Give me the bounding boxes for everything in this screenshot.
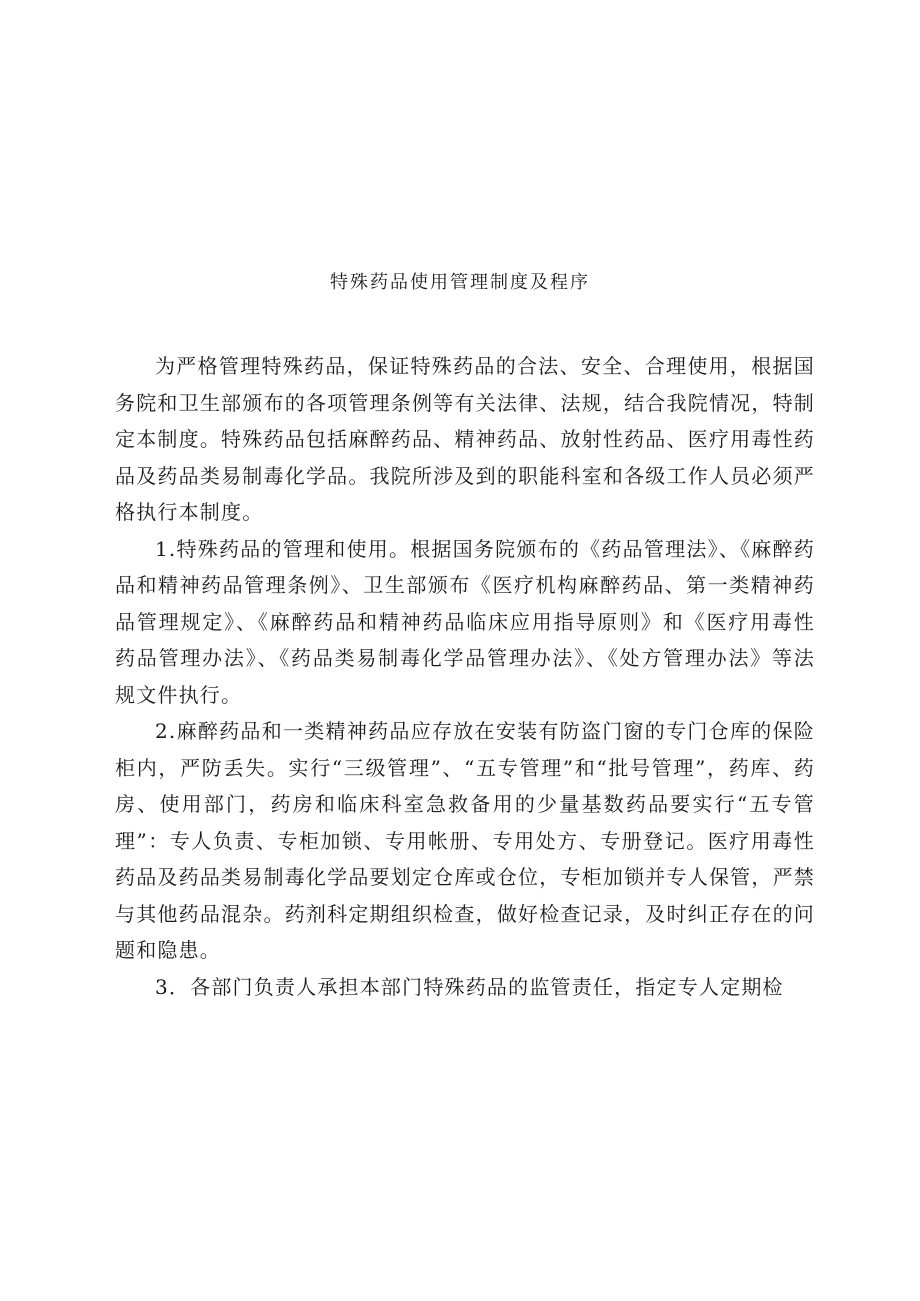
paragraph-item-3: 3．各部门负责人承担本部门特殊药品的监管责任，指定专人定期检 bbox=[155, 974, 784, 999]
document-title: 特殊药品使用管理制度及程序 bbox=[330, 272, 590, 293]
paragraph-item-2: 2.麻醉药品和一类精神药品应存放在安装有防盗门窗的专门仓库的保险柜内，严防丢失。实行“三级管理”、“五专管理”和“批号管理”，药库、药房、使用部门，药房和临床科室急救备用的少量基数药品要实行“五专管理”：专人负责、专柜加锁、专用帐册、专用处方、专册登记。医疗用毒性药品及药品类易制毒化学品要划定仓库或仓位，专柜加锁并专人保管，严禁与其他药品混杂。药剂科定期组织检查，做好检查记录，及时纠正存在的问题和隐患。 bbox=[115, 719, 815, 962]
document-body bbox=[115, 348, 815, 1005]
paragraph-intro: 为严格管理特殊药品，保证特殊药品的合法、安全、合理使用，根据国务院和卫生部颁布的各项管理条例等有关法律、法规，结合我院情况，特制定本制度。特殊药品包括麻醉药品、精神药品、放射性药品、医疗用毒性药品及药品类易制毒化学品。我院所涉及到的职能科室和各级工作人员必须严格执行本制度。 bbox=[115, 354, 815, 524]
paragraph-item-1: 1.特殊药品的管理和使用。根据国务院颁布的《药品管理法》、《麻醉药品和精神药品管理条例》、卫生部颁布《医疗机构麻醉药品、第一类精神药品管理规定》、《麻醉药品和精神药品临床应用指导原则》和《医疗用毒性药品管理办法》、《药品类易制毒化学品管理办法》、《处方管理办法》等法规文件执行。 bbox=[115, 536, 815, 707]
